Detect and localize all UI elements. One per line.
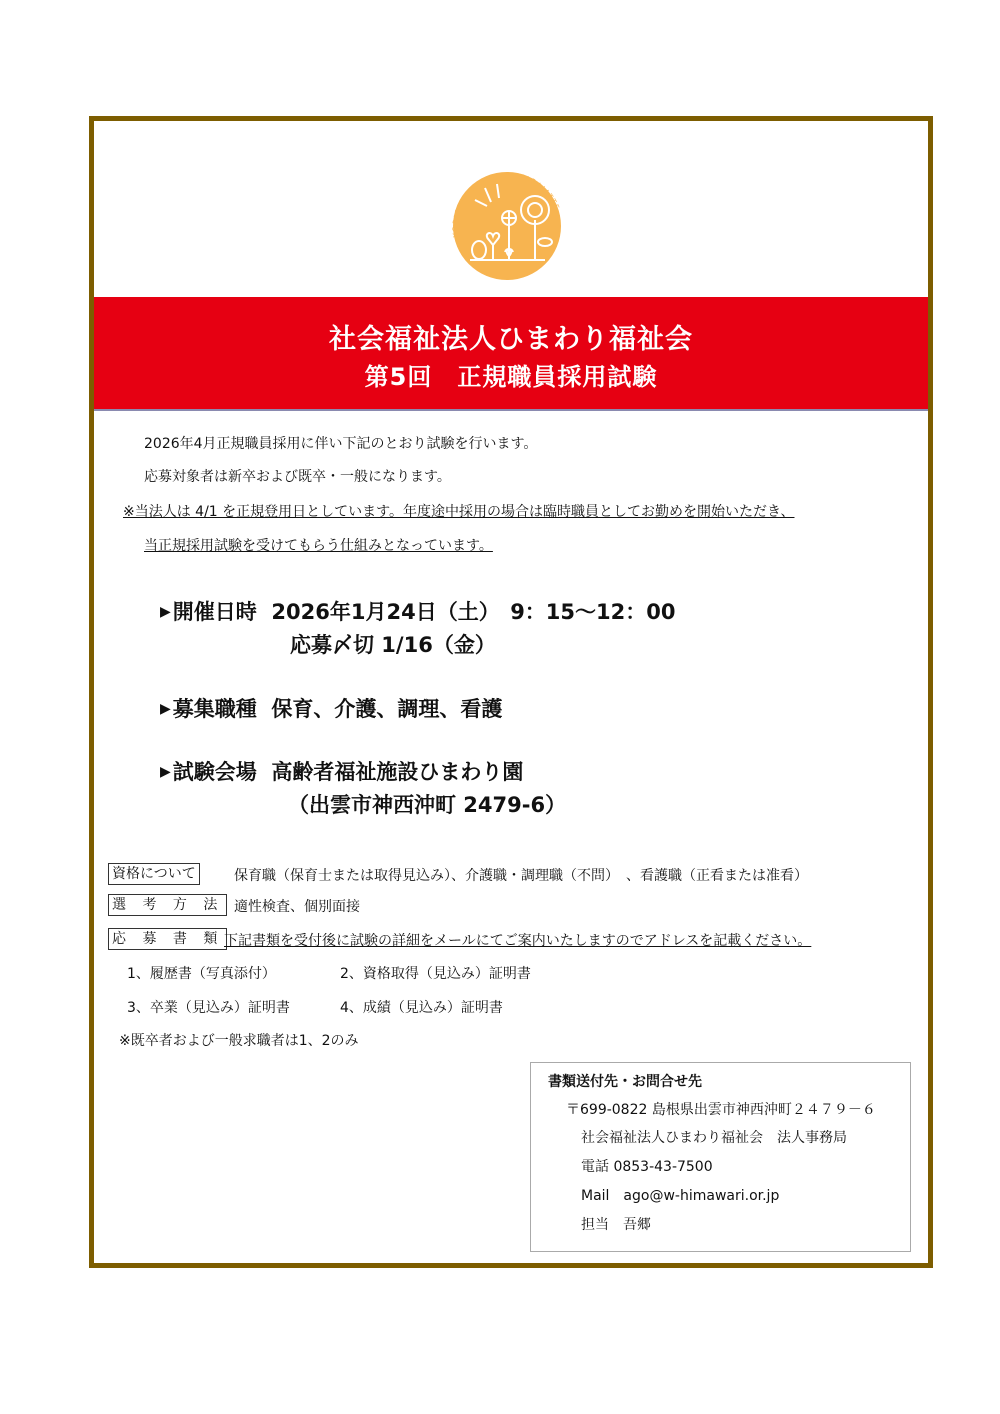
svg-text:YORISOI SASAEAI WARAIATTE: YORISOI SASAEAI WARAIATTE [451, 171, 562, 238]
document-item-2: 2、資格取得（見込み）証明書 [340, 966, 531, 982]
requirement-label-selection: 選 考 方 法 [108, 894, 227, 916]
intro-note-1: ※当法人は 4/1 を正規登用日としています。年度途中採用の場合は臨時職員としてお勤めを開始いただき、 [123, 504, 795, 520]
document-item-1: 1、履歴書（写真添付） [127, 966, 276, 982]
intro-line-2: 応募対象者は新卒および既卒・一般になります。 [144, 469, 451, 485]
contact-title: 書類送付先・お問合せ先 [548, 1074, 702, 1090]
job-types-row [160, 693, 502, 723]
contact-box [530, 1062, 911, 1252]
exam-title: 第5回 正規職員採用試験 [364, 363, 658, 391]
documents-note: ※既卒者および一般求職者は1、2のみ [119, 1033, 359, 1049]
application-deadline: 応募〆切 1/16（金） [290, 633, 496, 657]
job-types-value: 保育、介護、調理、看護 [271, 697, 503, 721]
bullet-arrow-icon: ▶ [160, 604, 171, 620]
venue-value: 高齢者福祉施設ひまわり園 [271, 760, 524, 784]
intro-line-1: 2026年4月正規職員採用に伴い下記のとおり試験を行います。 [144, 436, 538, 452]
venue-label: 試験会場 [172, 760, 257, 784]
event-date-row [160, 596, 675, 626]
job-types-label: 募集職種 [172, 697, 257, 721]
contact-person: 担当 吾郷 [581, 1217, 651, 1233]
bullet-arrow-icon: ▶ [160, 701, 171, 717]
requirement-label-qualification: 資格について [108, 863, 200, 885]
org-name: 社会福祉法人ひまわり福祉会 [329, 324, 693, 355]
bullet-arrow-icon: ▶ [160, 764, 171, 780]
venue-address: （出雲市神西沖町 2479-6） [288, 793, 567, 817]
requirement-label-documents: 応 募 書 類 [108, 928, 227, 950]
document-item-3: 3、卒業（見込み）証明書 [127, 1000, 290, 1016]
event-date-label: 開催日時 [172, 600, 257, 624]
himawari-logo [445, 160, 569, 284]
venue-row [160, 756, 523, 786]
header-band [94, 297, 928, 411]
contact-phone: 電話 0853-43-7500 [581, 1159, 713, 1175]
document-item-4: 4、成績（見込み）証明書 [340, 1000, 503, 1016]
intro-note-2: 当正規採用試験を受けてもらう仕組みとなっています。 [144, 538, 493, 554]
requirement-text-documents: 下記書類を受付後に試験の詳細をメールにてご案内いたしますのでアドレスを記載ください。 [224, 933, 812, 949]
requirement-text-qualification: 保育職（保育士または取得見込み）、介護職・調理職（不問） 、看護職（正看または准看） [234, 868, 808, 884]
contact-email: Mail ago@w-himawari.or.jp [581, 1188, 780, 1204]
event-date-value: 2026年1月24日（土） 9：15～12：00 [271, 600, 676, 624]
contact-office: 社会福祉法人ひまわり福祉会 法人事務局 [581, 1130, 847, 1146]
requirement-text-selection: 適性検査、個別面接 [234, 899, 360, 915]
contact-address: 〒699-0822 島根県出雲市神西沖町２４７９－６ [566, 1102, 876, 1118]
